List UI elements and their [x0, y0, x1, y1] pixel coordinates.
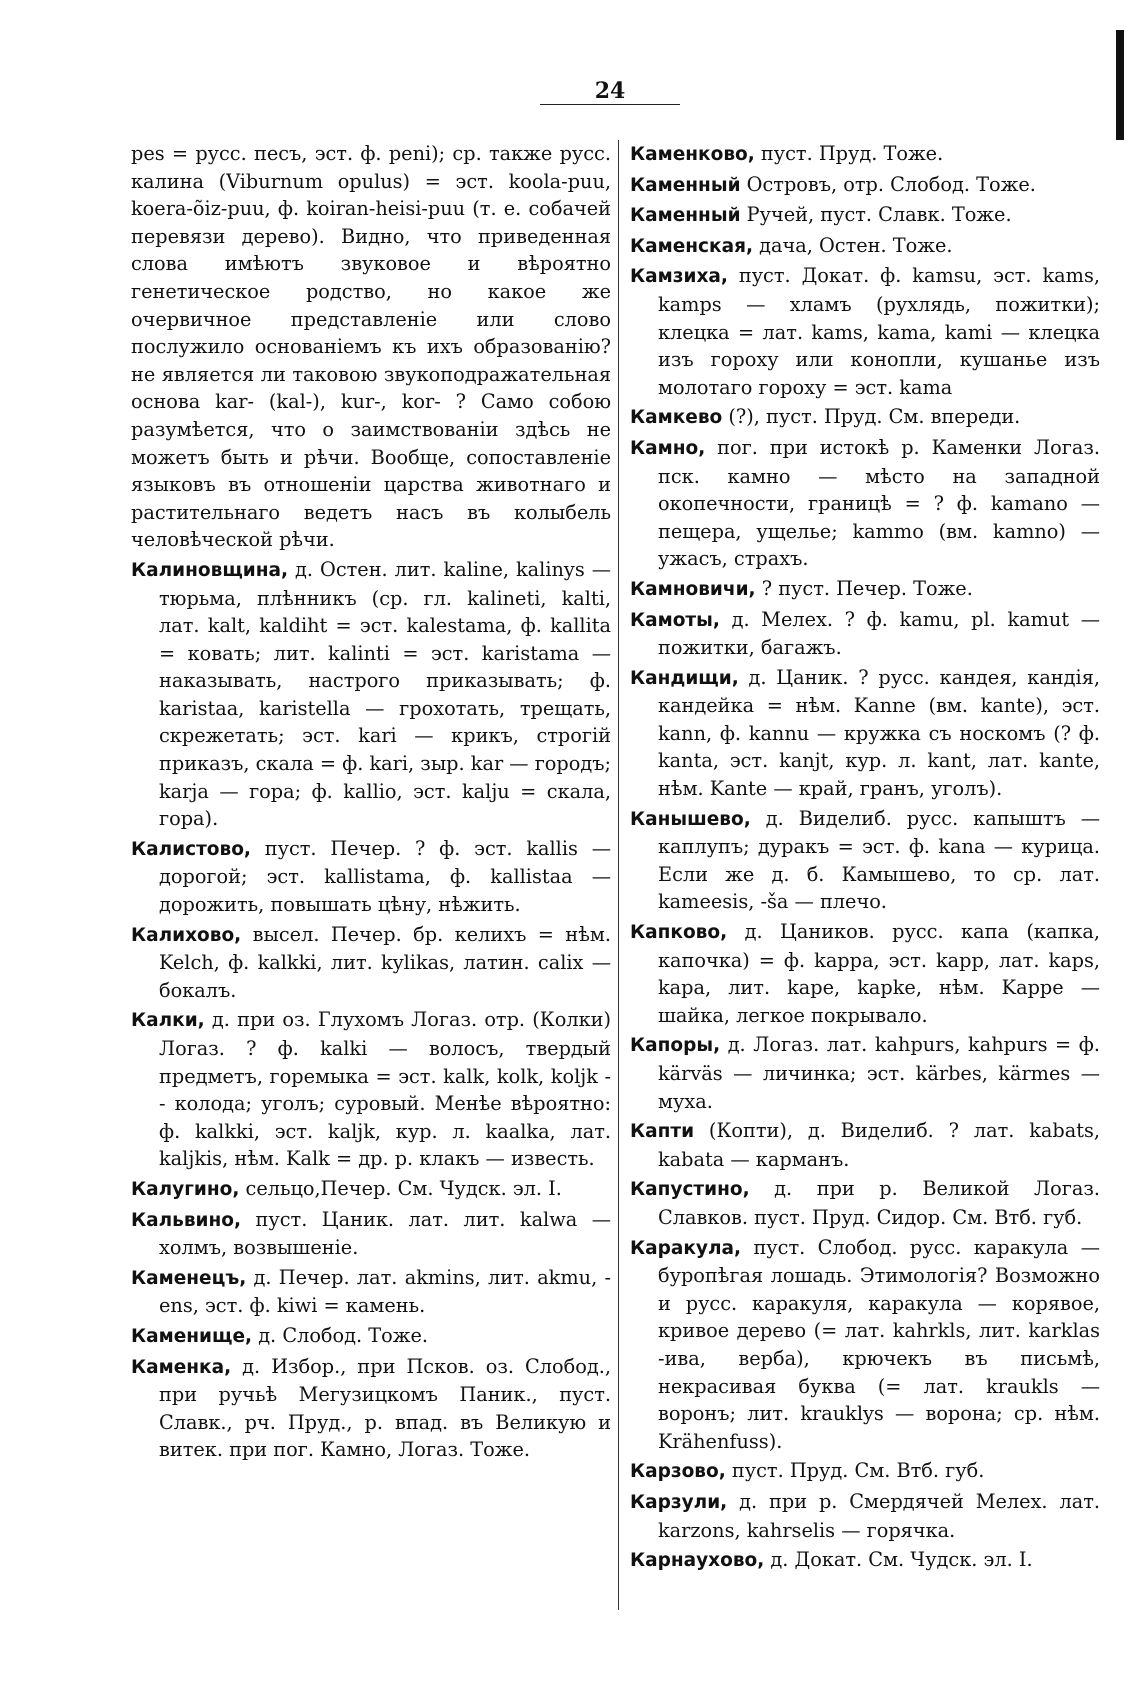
dictionary-entry [630, 918, 1100, 1029]
page-number: 24 [594, 78, 626, 104]
dictionary-entry [630, 434, 1100, 573]
entry-text: д. при оз. Глухомъ Логаз. отр. (Колки) Логаз. ? ф. kalki — волосъ, твердый предметъ, горемыка = эст. kalk, kolk, koljk -- колода; уголъ; суровый. Менѣе вѣроятно: ф. kalkki, эст. kaljk, кур. л. kaalka, лат. kaljkis, нѣм. Kalk = др. р. клакъ — известь. [159, 1008, 611, 1171]
dictionary-entry [131, 1006, 611, 1173]
entry-text: пуст. Пруд. Тоже. [760, 142, 944, 165]
entry-headword: Калугино, [131, 1178, 240, 1200]
entry-text: д. Избор., при Псков. оз. Слобод., при ручьѣ Мегузицкомъ Паник., пуст. Славк., рч. Пруд., р. впад. въ Великую и витек. при пог. Камно, Логаз. Тоже. [159, 1354, 611, 1462]
entry-headword: Камоты, [630, 609, 720, 631]
dictionary-entry [630, 262, 1100, 401]
entry-headword: Калихово, [131, 924, 242, 946]
dictionary-entry [630, 232, 1100, 261]
dictionary-entry [131, 921, 611, 1005]
dictionary-entry [131, 1175, 611, 1204]
dictionary-entry [630, 1031, 1100, 1115]
dictionary-entry [131, 556, 611, 833]
dictionary-entry [131, 835, 611, 919]
entry-text: ? пуст. Печер. Тоже. [761, 576, 973, 600]
page-number-rule [540, 104, 680, 105]
entry-headword: Карнаухово, [630, 1550, 765, 1572]
entry-headword: Карзули, [630, 1491, 728, 1513]
entry-text: д. Цаников. русс. капа (капка, капочка) = ф. kappa, эст. kapp, лат. kaps, kapa, лит. kape, kapke, нѣм. Kappe — шайка, легкое покрывало. [658, 920, 1100, 1027]
dictionary-entry [630, 1457, 1100, 1486]
entry-headword: Камно, [630, 437, 706, 459]
entry-text: д. Остен. лит. kaline, kalinys — тюрьма, плѣнникъ (ср. гл. kalineti, kalti, лат. kalt, kaldiht = эст. kalestama, ф. kallita = ковать; лит. kalinti = эст. karistama — наказывать, настрого приказывать; ф. karistaa, karistella — грохотать, трещать, скрежетать; эст. kari — крикъ, строгій приказъ, скала = ф. kari, зыр. kar — городъ; karja — гора; ф. kallio, эст. kalju = скала, гора). [159, 557, 611, 831]
right-column [630, 140, 1100, 1577]
dictionary-entry [630, 1117, 1100, 1173]
entry-text: дача, Остен. Тоже. [759, 233, 953, 257]
dictionary-entry [630, 1234, 1100, 1456]
entry-text: (?), пуст. Пруд. См. впереди. [728, 405, 1021, 429]
entry-headword: Капти [630, 1121, 695, 1143]
dictionary-entry [630, 1488, 1100, 1544]
entry-headword: Каменская, [630, 235, 753, 257]
page-edge-mark [1116, 30, 1124, 140]
entry-headword: Капоры, [630, 1035, 721, 1057]
entry-headword: Капустино, [630, 1179, 750, 1201]
entry-text: Ручей, пуст. Славк. Тоже. [746, 203, 1012, 227]
entry-headword: Калистово, [131, 838, 251, 860]
entry-text: пуст. Цаник. лат. лит. kalwa — холмъ, возвышеніе. [159, 1207, 611, 1260]
dictionary-entry [630, 171, 1100, 200]
dictionary-entry [630, 1175, 1100, 1231]
entry-text: д. Слобод. Тоже. [258, 1323, 429, 1347]
entry-text: пуст. Печер. ? ф. эст. kallis — дорогой; эст. kallistama, ф. kallistaa — дорожить, повышать цѣну, нѣжить. [159, 836, 611, 917]
dictionary-entry [131, 1206, 611, 1262]
dictionary-entry [630, 403, 1100, 432]
entry-text: д. Печер. лат. akmins, лит. akmu, -ens, эст. ф. kiwi = камень. [159, 1265, 611, 1318]
dictionary-entry [630, 664, 1100, 803]
entry-text: Островъ, отр. Слобод. Тоже. [746, 172, 1036, 196]
entry-text: д. Цаник. ? русс. кандея, кандія, кандейка = нѣм. Kanne (вм. kante), эст. kann, ф. kannu — кружка съ носкомъ (? ф. kanta, эст. kanjt, кур. л. kant, лат. kante, нѣм. Kante — край, гранъ, уголъ). [658, 665, 1100, 801]
entry-headword: Каменка, [131, 1356, 232, 1378]
dictionary-entry [630, 805, 1100, 916]
entry-headword: Канышево, [630, 808, 751, 830]
entry-headword: Каракула, [630, 1237, 742, 1259]
column-divider [618, 140, 619, 1610]
entry-text: пуст. Пруд. См. Втб. губ. [731, 1459, 985, 1483]
dictionary-entry [131, 1264, 611, 1320]
dictionary-entry [630, 606, 1100, 662]
entry-text: (Копти), д. Виделиб. ? лат. kabats, kabata — карманъ. [658, 1119, 1100, 1171]
entry-text: сельцо,Печер. См. Чудск. эл. I. [245, 1176, 562, 1200]
entry-text: д. при р. Смердячей Мелех. лат. karzons, kahrselis — горячка. [658, 1489, 1100, 1542]
dictionary-entry [630, 140, 1100, 169]
entry-headword: Каменный [630, 205, 741, 227]
entry-headword: Капково, [630, 922, 728, 944]
dictionary-entry [131, 1353, 611, 1464]
entry-headword: Камзиха, [630, 266, 728, 288]
entry-text: д. при р. Великой Логаз. Славков. пуст. Пруд. Сидор. См. Втб. губ. [658, 1177, 1100, 1229]
entry-headword: Камновичи, [630, 578, 756, 600]
dictionary-entry [630, 1546, 1100, 1575]
entry-headword: Калки, [131, 1010, 205, 1032]
entry-text: д. Логаз. лат. kahpurs, kahpurs = ф. kärväs — личинка; эст. kärbes, kärmes — муха. [658, 1033, 1100, 1113]
entry-text: пуст. Докат. ф. kamsu, эст. kams, kamps — хламъ (рухлядь, пожитки); клецка = лат. kams, kama, kami — клецка изъ гороху или конопли, кушанье изъ молотаго гороху = эст. kama [658, 264, 1100, 399]
entry-headword: Кандищи, [630, 667, 739, 689]
entry-text: пуст. Слобод. русс. каракула — буропѣгая лошадь. Этимологія? Возможно и русс. каракуля, каракула — корявое, кривое дерево (= лат. kahrkls, лит. karklas -ива, верба), крючекъ въ письмѣ, некрасивая буква (= лат. kraukls — воронъ; лит. krauklys — ворона; ср. нѣм. Krähenfuss). [658, 1235, 1100, 1453]
entry-headword: Каменный [630, 174, 741, 196]
entry-text: д. Виделиб. русс. капыштъ — каплупъ; дуракъ = эст. ф. kana — курица. Если же д. б. Камышево, то ср. лат. kameesis, -ša — плечо. [658, 806, 1100, 914]
entry-text: pes = русс. песъ, эст. ф. peni); ср. также русс. калина (Viburnum opulus) = эст. koola-puu, koera-õiz-puu, ф. koiran-heisi-puu (т. е. собачей перевязи дерево). Видно, что приведенная слова имѣютъ звуковое и вѣроятно генетическое родство, но какое же очервичное представленіе или слово послужило основаніемъ къ ихъ образованію? не является ли таковою звукоподражательная основа kar- (kal-), kur-, kor- ? Само собою разумѣется, что о заимствованіи здѣсь не можетъ быть и рѣчи. Вообще, сопоставленіе языковъ въ отношеніи царства животнаго и растительнаго ведетъ насъ въ колыбель человѣческой рѣчи. [131, 142, 611, 552]
entry-headword: Кальвино, [131, 1209, 242, 1231]
dictionary-entry [131, 140, 611, 554]
left-column [131, 140, 611, 1466]
dictionary-entry [131, 1322, 611, 1351]
entry-headword: Каменково, [630, 144, 755, 165]
entry-text: высел. Печер. бр. келихъ = нѣм. Kelch, ф. kalkki, лит. kylikas, латин. calix — бокалъ. [159, 922, 611, 1002]
entry-text: пог. при истокѣ р. Каменки Логаз. пск. камно — мѣсто на западной окопечности, границѣ = ? ф. kamano — пещера, ущелье; kammo (вм. kamno) — ужасъ, страхъ. [658, 435, 1100, 571]
entry-headword: Каменище, [131, 1325, 253, 1347]
dictionary-entry [630, 201, 1100, 230]
entry-headword: Карзово, [630, 1461, 726, 1483]
entry-text: д. Мелех. ? ф. kamu, pl. kamut — пожитки, багажъ. [658, 607, 1100, 660]
entry-text: д. Докат. См. Чудск. эл. I. [770, 1548, 1033, 1572]
entry-headword: Калиновщина, [131, 559, 289, 581]
dictionary-entry [630, 575, 1100, 604]
entry-headword: Камкево [630, 407, 723, 429]
entry-headword: Каменецъ, [131, 1267, 247, 1289]
